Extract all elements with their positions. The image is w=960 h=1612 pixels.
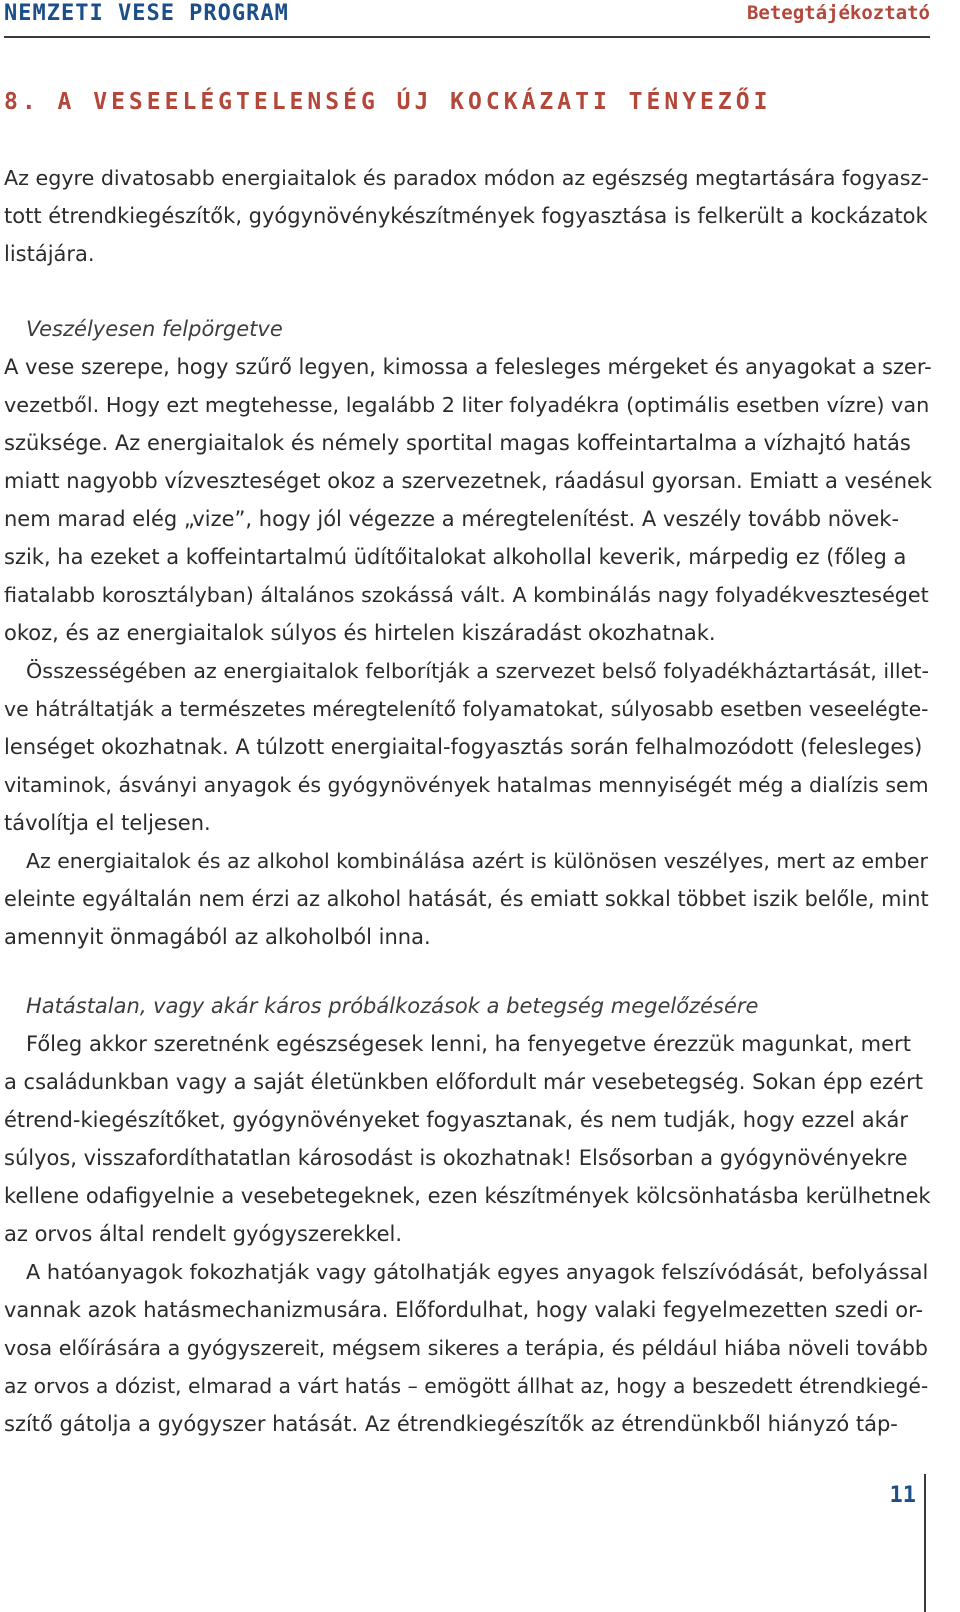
- page-number: 11: [889, 1483, 916, 1508]
- text-line: Az energiaitalok és az alkohol kombinálása azért is különösen veszélyes, mert az ember: [26, 849, 928, 873]
- text-line: szik, ha ezeket a koffeintartalmú üdítőitalokat alkohollal keverik, márpedig ez (főleg a: [4, 545, 907, 569]
- text-line: Az egyre divatosabb energiaitalok és paradox módon az egészség megtartására fogyasz-: [4, 166, 929, 190]
- text-line: az orvos a dózist, elmarad a várt hatás – emögött állhat az, hogy a beszedett étrendkiegé-: [4, 1374, 929, 1398]
- section-title: 8. A VESEELÉGTELENSÉG ÚJ KOCKÁZATI TÉNYEZŐI: [4, 89, 772, 115]
- section-supplements: [4, 987, 934, 1443]
- page-header: [4, 0, 930, 38]
- text-line: A vese szerepe, hogy szűrő legyen, kimossa a felesleges mérgeket és anyagokat a szer-: [4, 355, 932, 379]
- text-line: súlyos, visszafordíthatatlan károsodást is okozhatnak! Elsősorban a gyógynövényekre: [4, 1146, 908, 1170]
- text-line: vitaminok, ásványi anyagok és gyógynövények hatalmas mennyiségét még a dialízis sem: [4, 773, 929, 797]
- text-line: A hatóanyagok fokozhatják vagy gátolhatják egyes anyagok felszívódását, befolyással: [26, 1260, 929, 1284]
- text-line: nem marad elég „vize”, hogy jól végezze a méregtelenítést. A veszély tovább növek-: [4, 507, 900, 531]
- text-line: vannak azok hatásmechanizmusára. Előfordulhat, hogy valaki fegyelmezetten szedi or-: [4, 1298, 924, 1322]
- text-line: fiatalabb korosztályban) általános szokássá vált. A kombinálás nagy folyadékveszteséget: [4, 583, 929, 607]
- text-line: szüksége. Az energiaitalok és némely sportital magas koffeintartalma a vízhajtó hatás: [4, 431, 911, 455]
- page-margin-rule: [924, 1474, 926, 1612]
- text-line: Főleg akkor szeretnénk egészségesek lenni, ha fenyegetve érezzük magunkat, mert: [26, 1032, 911, 1056]
- text-line: ve hátráltatják a természetes méregtelenítő folyamatokat, súlyosabb esetben veseelégte-: [4, 697, 929, 721]
- text-line: az orvos által rendelt gyógyszerekkel.: [4, 1222, 402, 1246]
- text-line: Összességében az energiaitalok felborítják a szervezet belső folyadékháztartását, illet-: [26, 659, 929, 683]
- text-line: kellene odafigyelnie a vesebetegeknek, ezen készítmények kölcsönhatásba kerülhetnek: [4, 1184, 931, 1208]
- text-line: listájára.: [4, 242, 95, 266]
- text-line: vosa előírására a gyógyszereit, mégsem sikeres a terápia, és például hiába növeli tovább: [4, 1336, 928, 1360]
- text-line: szítő gátolja a gyógyszer hatását. Az étrendkiegészítők az étrendünkből hiányzó táp-: [4, 1412, 898, 1436]
- publication-title: NEMZETI VESE PROGRAM: [4, 1, 289, 26]
- text-line: vezetből. Hogy ezt megtehesse, legalább 2 liter folyadékra (optimális esetben vízre) van: [4, 393, 930, 417]
- text-line: miatt nagyobb vízveszteséget okoz a szervezetnek, ráadásul gyorsan. Emiatt a vesének: [4, 469, 933, 493]
- text-line: étrend-kiegészítőket, gyógynövényeket fogyasztanak, és nem tudják, hogy ezzel akár: [4, 1108, 908, 1132]
- text-line: a családunkban vagy a saját életünkben előfordult már vesebetegség. Sokan épp ezért: [4, 1070, 923, 1094]
- text-line: okoz, és az energiaitalok súlyos és hirtelen kiszáradást okozhatnak.: [4, 621, 716, 645]
- document-type-label: Betegtájékoztató: [746, 2, 930, 24]
- text-line: távolítja el teljesen.: [4, 811, 211, 835]
- text-line: tott étrendkiegészítők, gyógynövénykészítmények fogyasztása is felkerült a kockázatok: [4, 204, 928, 228]
- intro-paragraph: [4, 159, 934, 273]
- text-line: eleinte egyáltalán nem érzi az alkohol hatását, és emiatt sokkal többet iszik belőle, mint: [4, 887, 929, 911]
- section-energy-drinks: [4, 310, 934, 956]
- subheading: Hatástalan, vagy akár káros próbálkozások a betegség megelőzésére: [26, 994, 759, 1018]
- text-line: amennyit önmagából az alkoholból inna.: [4, 925, 431, 949]
- text-line: lenséget okozhatnak. A túlzott energiaital-fogyasztás során felhalmozódott (felesleges): [4, 735, 923, 759]
- subheading: Veszélyesen felpörgetve: [26, 317, 283, 341]
